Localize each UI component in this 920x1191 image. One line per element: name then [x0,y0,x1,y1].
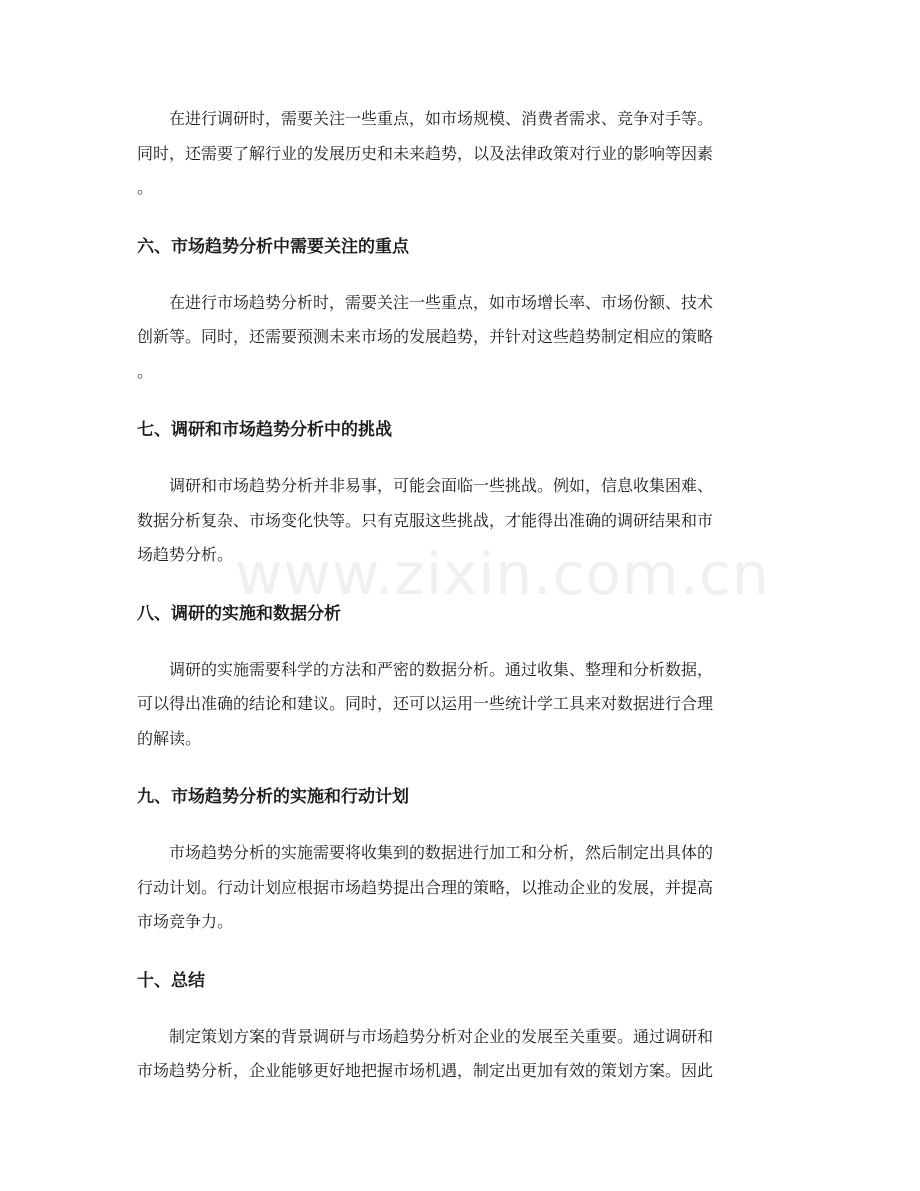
paragraph-line: 。 [137,178,154,197]
paragraph-line: 制定策划方案的背景调研与市场趋势分析对企业的发展至关重要。通过调研和 [137,1026,714,1046]
paragraph-line: 在进行市场趋势分析时，需要关注一些重点，如市场增长率、市场份额、技术 [137,292,714,312]
paragraph-line: 调研和市场趋势分析并非易事，可能会面临一些挑战。例如，信息收集困难、 [137,476,714,495]
paragraph-section-10 [137,1020,787,1089]
section-heading-9: 九、市场趋势分析的实施和行动计划 [137,787,409,807]
paragraph-line: 市场趋势分析的实施需要将收集到的数据进行加工和分析，然后制定出具体的 [137,843,714,862]
paragraph-line: 可以得出准确的结论和建议。同时，还可以运用一些统计学工具来对数据进行合理 [137,694,714,713]
paragraph-section-9 [137,836,787,940]
paragraph-line: 同时，还需要了解行业的发展历史和未来趋势，以及法律政策对行业的影响等因素 [137,143,714,163]
paragraph-line: 数据分析复杂、市场变化快等。只有克服这些挑战，才能得出准确的调研结果和市 [137,510,714,530]
paragraph-intro [137,102,787,206]
section-heading-6: 六、市场趋势分析中需要关注的重点 [137,236,409,257]
paragraph-section-6 [137,286,787,390]
paragraph-line: 在进行调研时，需要关注一些重点，如市场规模、消费者需求、竞争对手等。 [137,109,714,128]
watermark: www.zixin.com.cn [235,540,770,608]
section-heading-7: 七、调研和市场趋势分析中的挑战 [137,420,392,440]
paragraph-line: 市场竞争力。 [137,912,234,931]
document-body [137,102,787,1089]
paragraph-line: 的解读。 [137,728,202,748]
paragraph-section-7 [137,469,787,573]
paragraph-line: 行动计划。行动计划应根据市场趋势提出合理的策略，以推动企业的发展，并提高 [137,877,714,897]
paragraph-line: 场趋势分析。 [137,545,234,564]
paragraph-line: 。 [137,361,154,381]
paragraph-line: 创新等。同时，还需要预测未来市场的发展趋势，并针对这些趋势制定相应的策略 [137,327,714,346]
paragraph-line: 市场趋势分析，企业能够更好地把握市场机遇，制定出更加有效的策划方案。因此 [137,1061,714,1080]
paragraph-line: 调研的实施需要科学的方法和严密的数据分析。通过收集、整理和分析数据， [137,659,714,679]
section-heading-8: 八、调研的实施和数据分析 [137,603,341,624]
section-heading-10: 十、总结 [137,970,205,991]
paragraph-section-8 [137,653,787,757]
